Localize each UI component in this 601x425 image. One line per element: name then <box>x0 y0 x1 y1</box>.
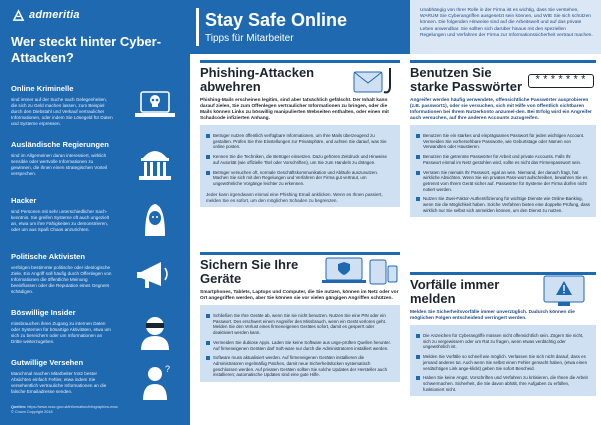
brand-name: admeritia <box>29 9 80 21</box>
bullet-text: Verraten Sie niemals Ihr Passwort, egal an wen. Niemand, der danach fragt, hat wirkliche Absichten. Wenn Sie ein privates Pass-wort aufschreiben, bewahren Sie es getrennt vom Ihrem Gerät sicher auf. Passwörter für Systeme der Firma dürfen nicht notiert werden. <box>423 169 588 192</box>
list-item <box>206 340 394 351</box>
password-field-icon: ******* <box>528 74 594 88</box>
category-text: missbrauchen ihren Zugang zu internen Daten oder Systemen für bösartige Aktivitäten, etwa um sich zu bereichern oder um Informationen an Dritte weiterzugeben. <box>11 321 111 344</box>
category-title: Hacker <box>11 196 37 205</box>
devices-icon <box>320 254 400 288</box>
list-item <box>206 154 394 165</box>
list-item <box>416 333 590 350</box>
page-header <box>190 0 410 54</box>
laptop-skull-icon <box>127 88 183 128</box>
warning-computer-icon <box>538 272 594 310</box>
category-text: sind immer auf der Suche nach Gelegenheiten, die sich zu Geld machen lassen, zum Beispiel durch den Diebstahl und Verkauf vertraulicher Informationen, oder indem Sie Lösegeld für Daten und Systeme erpressen. <box>11 97 113 126</box>
category-auslaendische-regierungen <box>11 140 183 177</box>
left-panel <box>0 0 190 425</box>
phishing-closing: Jeder kann irgendwann einmal eine Phishing Email anklicken. Wenn es Ihnen passiert, melden Sie es sofort, um den möglichen Schaden zu begrenzen. <box>206 191 383 203</box>
list-item <box>416 170 590 193</box>
bullet-text: Kennen Sie die Techniken, die Betrüger einsetzen. Dazu gehören Zeitdruck und Hinweise auf Autorität (wie offizielle Titel oder Vorschriften), um Sie zum Handeln zu drängen. <box>213 154 387 165</box>
category-title: Gutwillige Versehen <box>11 358 84 367</box>
category-hacker <box>11 196 183 233</box>
section-title: Phishing-Attacken abwehren <box>200 65 315 94</box>
list-item <box>206 133 394 150</box>
page-title: Stay Safe Online <box>205 10 348 30</box>
intro-text: Unabhängig von Ihrer Rolle in der Firma ist es wichtig, dass Sie verstehen, WARUM Sie Cyberangriffen ausgesetzt sein können, und WIE Sie sich schützen können. Die folgenden Hinweise sind auf die Arbeitswelt und auf das private Leben anwendbar. Sie sollten sich darüber hinaus mit den speziellen Regelungen und Verfahren der Firma zur Informationssicherheit vertraut machen. <box>410 0 601 54</box>
svg-text:?: ? <box>165 364 171 374</box>
list-item <box>206 355 394 378</box>
copyright: © Crown Copyright 2018 <box>11 410 53 414</box>
brand-logo <box>12 8 80 22</box>
bullet-text: Benutzen Sie ein starkes und einprägsames Passwort für jeden wichtigen Account. Vermeiden Sie vorhersehbare Passworte, wie Geburtstage oder Namen von Verwandten oder Haustieren. <box>423 133 585 150</box>
section-title: Benutzen Sie starke Passwörter <box>410 65 523 94</box>
section-lead: Angreifer werden häufig verwendete, offensichtliche Passwörter ausprobieren (z.B. passwort1), oder sie versuchen, sich mit Hilfe von öffentlich sichtbaren Informationen bei Ihrem Nutzerkonto anzumel-den. Bei Erfolg wird ein Angreifer auch versuchen, auf Ihre anderen Accounts zuzugreifen. <box>410 98 592 121</box>
section-title: Vorfälle immer melden <box>410 277 500 306</box>
section-passwort <box>410 66 596 217</box>
bullet-text: Nutzen Sie Zwei-Faktor-Authentifizierung für wichtige Dienste wie Online-Banking, wenn Sie die Möglichkeit haben. Solche Verfahren bieten eine doppelte Prüfung, dass wirklich nur Sie selbst sich anmelden können, um den Dienst zu nutzen. <box>423 196 590 213</box>
bullet-text: Die Anzeichen für Cyberangriffe müssen nicht offensichtlich sein. Zögern Sie nicht, sich zu vergewissern oder um Rat zu fragen, wenn etwas verdächtig oder ungewöhnlich ist. <box>423 333 584 350</box>
category-boeswillige-insider <box>11 308 183 345</box>
category-gutwillige-versehen <box>11 358 183 395</box>
section-geraete <box>200 258 400 382</box>
section-vorfaelle <box>410 278 596 396</box>
section-lead: Smartphones, Tablets, Laptops und Computer, die Sie nutzen, können im Netz oder vor Ort angegriffen werden, aber Sie können sie vor vielen gängigen Angriffen schützen. <box>200 290 399 301</box>
bullet-text: Melden Sie Vorfälle so schnell wie möglich. Verlassen Sie sich nicht darauf, dass es jemand anderes tut. Auch wenn Sie selbst einen Fehler gemacht haben, (etwa einen verdächtigen Link ange-klickt) geben Sie sofort Bescheid. <box>423 354 588 371</box>
category-online-kriminelle <box>11 84 183 127</box>
category-title: Ausländische Regierungen <box>11 140 109 149</box>
sources-url[interactable]: https://www.ncsc.gov.uk/information/infographics-ncsc <box>27 405 118 409</box>
megaphone-icon <box>127 256 183 296</box>
list-item <box>206 313 394 336</box>
list-item <box>416 196 590 213</box>
category-politische-aktivisten <box>11 252 183 295</box>
phishing-hook-icon <box>350 66 400 98</box>
bullet-text: Betrüger versuchen oft, normale Geschäftskommunikation und Abläufe auszunutzen. Machen Sie sich mit den Regelungen und Verfahren der Firma gut vertraut, um ungewöhnliche Vorgänge leichter zu erkennen. <box>213 169 378 186</box>
government-building-icon <box>127 144 183 184</box>
geraete-bullets <box>200 305 400 382</box>
sources-label: Quellen: <box>11 405 27 409</box>
page-subtitle: Tipps für Mitarbeiter <box>205 33 294 44</box>
section-divider <box>200 60 400 63</box>
category-text: Manchmal machen Mitarbeiter trotz bester Absichten einfach Fehler, etwa indem Sie versehentlich vertrauliche Informationen an die falsche Emailadresse senden. <box>11 371 107 394</box>
category-text: verfolgen bestimmte politische oder ideologische Ziele. Ein Angriff soll häufig durch Offenlegen von Informationen die öffentliche Meinung beeinflussen oder die Reputation eines Gegners schädigen. <box>11 265 112 294</box>
header-accent-bar <box>196 8 199 46</box>
section-lead: Melden Sie Sicherheitsvorfälle immer unverzüglich. Dadurch können die möglichen Folgen entscheidend verringert werden. <box>410 310 575 321</box>
section-lead: Phishing-Mails erscheinen legitim, sind aber tatsächlich gefälscht. Der Inhalt kann darauf zielen, Sie zum Offenlegen vertraulicher Informationen zu bringen, oder die Mails können Links zu böswillig manipulierten Webseiten enthalten, oder einen mit Schadcode infizierten Anhang. <box>200 98 389 121</box>
confused-person-icon <box>127 362 183 402</box>
category-text: sind im Allgemeinen daran interessiert, wirklich sensible oder wertvolle Informationen zu gewinnen, die ihnen einen strategischen Vorteil verspechen. <box>11 153 108 176</box>
hooded-hacker-icon <box>127 200 183 240</box>
bullet-text: Haben Sie keine Angst, Vorschriften und Verfahren zu kritisieren, die Ihnen die Arbeit schwermachen. Sicherheit, die Sie davon abhält, Ihre Aufgaben zu erfüllen, funktioniert nicht. <box>423 375 588 392</box>
bullet-text: Schließen Sie Ihre Geräte ab, wenn Sie sie nicht benutzen. Nutzen Sie eine PIN oder ein Passwort. Des erschwert einem Angreifer den Missbrauch, wenn ein Gerät verloren geht. Melden Sie den Verlust eines firmeneigenen Gerätes sofort, damit es gesperrt oder deaktiviert werden kann. <box>213 313 387 336</box>
list-item <box>206 170 394 187</box>
passwort-bullets <box>410 125 596 217</box>
left-heading: Wer steckt hinter Cyber-Attacken? <box>11 34 162 65</box>
bullet-text: Software muss aktualisiert werden. Auf firmeneigenen Geräten installieren die Administratoren regelmäßig Patches, damit neue Sicherheitslücken systematisch geschlossen werden. Auf privaten Geräten sollten Sie solche Updates der Hersteller auch installieren; automatische Updates sind eine gute Hilfe. <box>213 355 388 378</box>
vorfaelle-bullets <box>410 325 596 396</box>
list-item <box>416 133 590 150</box>
list-item <box>416 154 590 165</box>
bullet-text: Vermeiden Sie dubiose Apps. Laden Sie keine Software aus unge-prüften Quellen herunter. Auf firmeneigenen Geräten darf Soft-ware nur durch die Administratoren installiert werden. <box>213 339 391 351</box>
bullet-text: Benutzen Sie getrennte Passwörter für Arbeit und private Accounts. Falls Ihr Passwort einmal im Netz gestohlen wird, sollte es nicht das Firmenpasswort sein. <box>423 154 582 165</box>
section-divider <box>410 60 596 63</box>
phishing-bullets <box>200 125 400 207</box>
bullet-text: Betrüger nutzen öffentlich verfügbare Informationen, um Ihre Mails überzeugend zu gestalten. Prüfen Sie Ihre Einstellungen zur Privatsphäre, und achten Sie darauf, was Sie online posten. <box>213 133 387 150</box>
logo-mark-icon <box>12 9 25 22</box>
masked-insider-icon <box>127 312 183 352</box>
sources <box>11 405 183 415</box>
section-phishing <box>200 66 400 207</box>
category-title: Politische Aktivisten <box>11 252 85 261</box>
category-title: Online Kriminelle <box>11 84 74 93</box>
category-text: sind Personen mit sehr unterschiedlicher Sach-kenntnis. Sie greifen Systeme oft auch ungezielt an, etwa um ihre Fähigkeiten zu demonstrieren, oder um aus Spaß Chaos anzurichten. <box>11 209 110 232</box>
category-title: Böswillige Insider <box>11 308 76 317</box>
list-item <box>416 375 590 392</box>
list-item <box>416 354 590 371</box>
section-title: Sichern Sie Ihre Geräte <box>200 257 299 286</box>
